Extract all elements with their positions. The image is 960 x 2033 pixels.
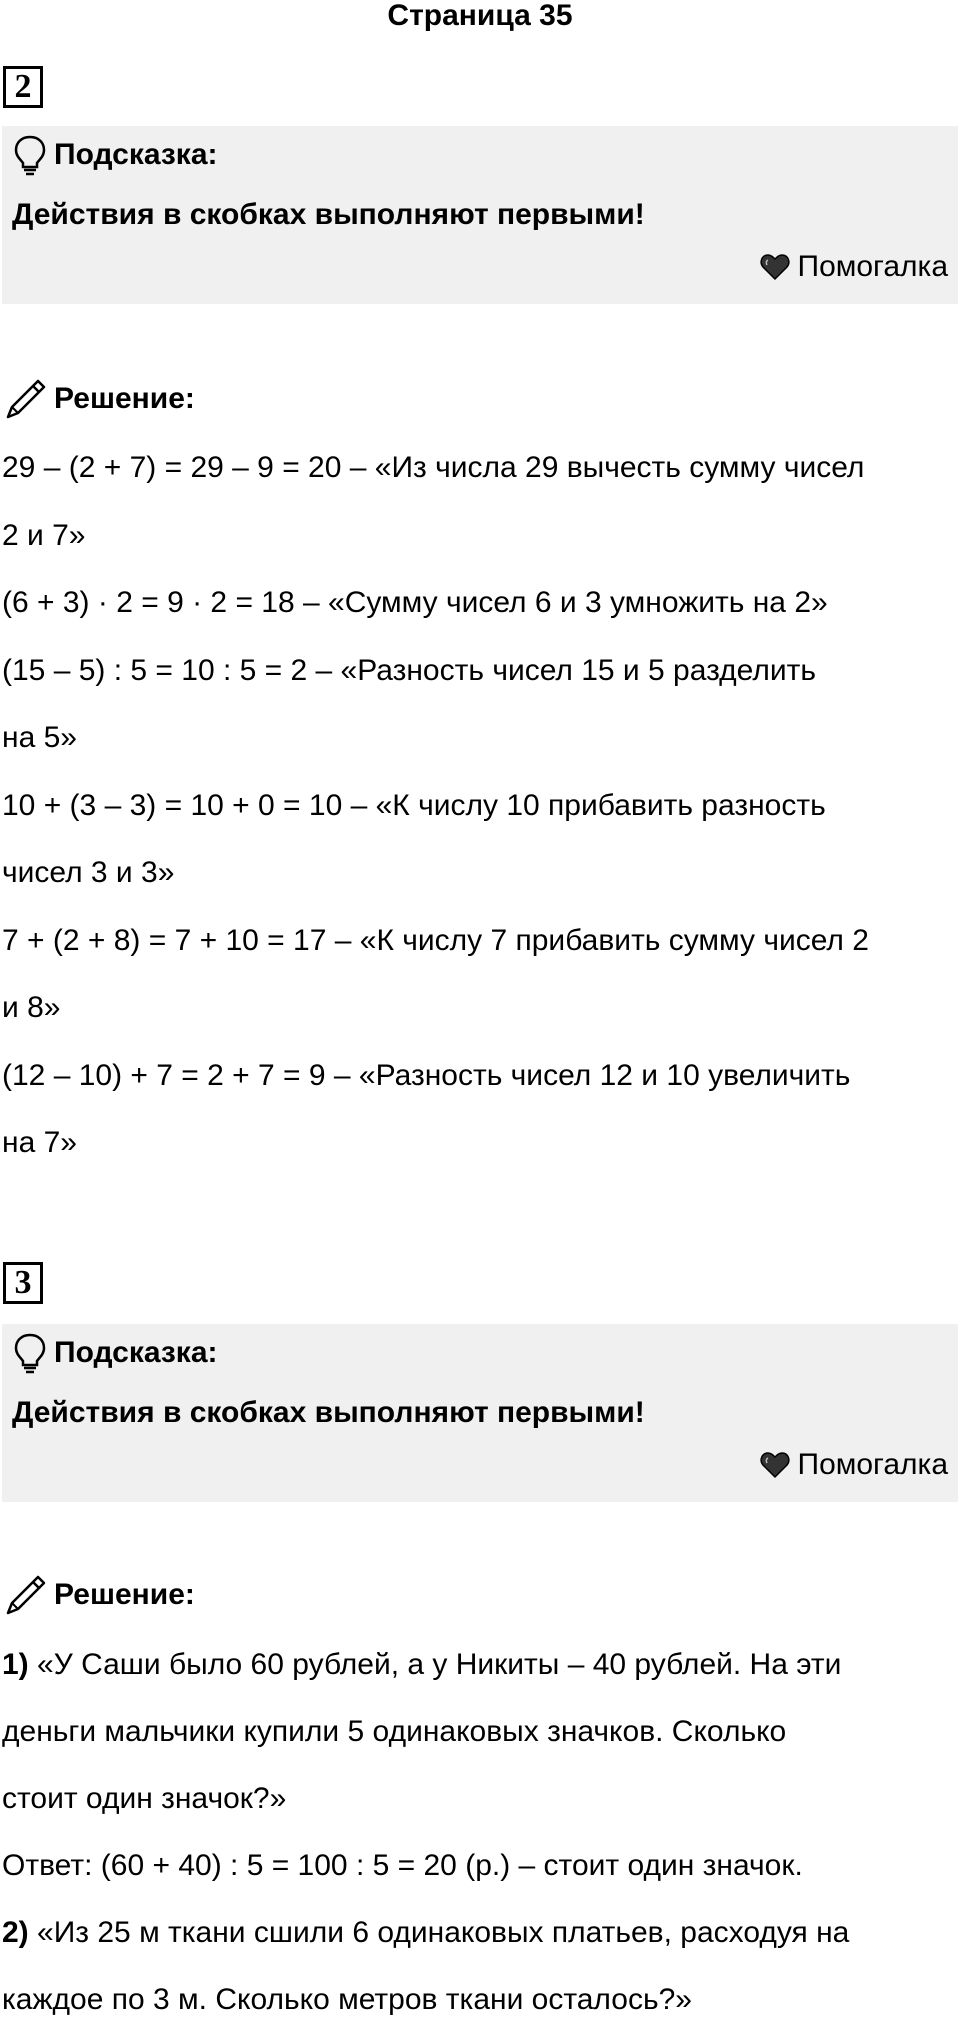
solution-line: 2 и 7»: [2, 518, 86, 552]
solution-line: 29 – (2 + 7) = 29 – 9 = 20 – «Из числа 29 вычесть сумму чисел: [2, 451, 865, 484]
helper-link[interactable]: [760, 250, 949, 284]
hint-header: [12, 1330, 218, 1376]
pencil-icon: [4, 1573, 48, 1617]
solution-line: 10 + (3 – 3) = 10 + 0 = 10 – «К числу 10 прибавить разность: [2, 788, 826, 822]
solution-label: Решение:: [54, 382, 195, 415]
solution-line: на 5»: [2, 721, 77, 754]
hint-label: Подсказка:: [54, 138, 218, 171]
helper-link[interactable]: [760, 1448, 949, 1482]
item-text: Ответ: (60 + 40) : 5 = 100 : 5 = 20 (р.) – стоит один значок.: [2, 1849, 803, 1882]
item-text: стоит один значок?»: [2, 1782, 287, 1815]
solution-line: [2, 1832, 952, 1899]
pencil-icon: [4, 377, 48, 421]
helper-label: Помогалка: [797, 250, 948, 283]
solution-body: [2, 434, 952, 1177]
hint-box: [2, 1324, 958, 1502]
solution-header: [4, 376, 195, 422]
hint-header: [12, 132, 218, 178]
solution-line: [2, 1631, 952, 1698]
solution-line: (15 – 5) : 5 = 10 : 5 = 2 – «Разность чисел 15 и 5 разделить: [2, 653, 816, 687]
solution-line: на 7»: [2, 1126, 77, 1159]
hint-box: [2, 126, 958, 304]
solution-label: Решение:: [54, 1578, 195, 1611]
item-marker: 2): [2, 1916, 29, 1949]
heart-icon: [760, 253, 790, 281]
heart-icon: [760, 1451, 790, 1479]
helper-label: Помогалка: [797, 1448, 948, 1481]
solution-line: (12 – 10) + 7 = 2 + 7 = 9 – «Разность чисел 12 и 10 увеличить: [2, 1058, 851, 1092]
item-text: «У Саши было 60 рублей, а у Никиты – 40 рублей. На эти: [28, 1648, 842, 1681]
solution-line: и 8»: [2, 991, 61, 1024]
lightbulb-icon: [12, 134, 48, 176]
solution-line: [2, 1966, 952, 2033]
solution-line: чисел 3 и 3»: [2, 856, 175, 889]
item-marker: 1): [2, 1648, 29, 1681]
task-number: 3: [3, 1262, 43, 1304]
solution-line: [2, 1698, 952, 1765]
solution-line: [2, 1765, 952, 1832]
solution-line: 7 + (2 + 8) = 7 + 10 = 17 – «К числу 7 прибавить сумму чисел 2: [2, 923, 869, 957]
hint-text: Действия в скобках выполняют первыми!: [12, 1396, 645, 1429]
task-number: 2: [3, 66, 43, 108]
hint-label: Подсказка:: [54, 1336, 218, 1369]
item-text: «Из 25 м ткани сшили 6 одинаковых платьев, расходуя на: [28, 1916, 850, 1949]
page-title: Страница 35: [387, 0, 573, 32]
lightbulb-icon: [12, 1332, 48, 1374]
solution-line: (6 + 3) · 2 = 9 · 2 = 18 – «Сумму чисел 6 и 3 умножить на 2»: [2, 586, 828, 619]
solution-header: [4, 1572, 195, 1618]
hint-text: Действия в скобках выполняют первыми!: [12, 198, 645, 231]
item-text: каждое по 3 м. Сколько метров ткани осталось?»: [2, 1983, 692, 2016]
solution-body: [2, 1631, 952, 2033]
solution-line: [2, 1899, 952, 1966]
item-text: деньги мальчики купили 5 одинаковых значков. Сколько: [2, 1715, 787, 1748]
